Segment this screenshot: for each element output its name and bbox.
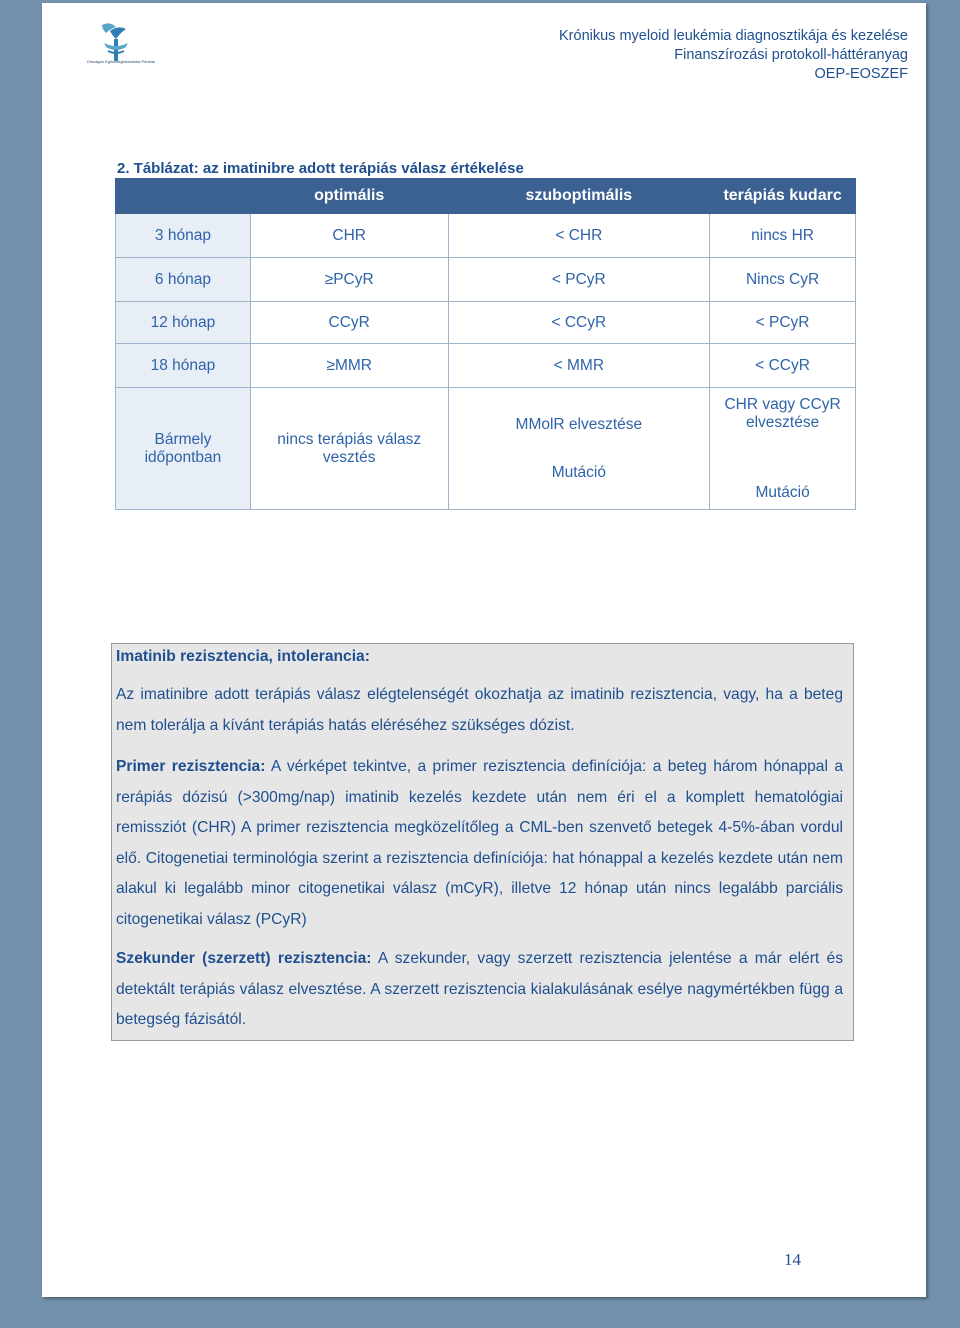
primary-resistance-term: Primer rezisztencia: <box>116 758 266 775</box>
cell-line: Mutáció <box>551 463 606 481</box>
primary-resistance-paragraph <box>116 752 843 935</box>
secondary-resistance-paragraph <box>116 944 843 1036</box>
header-code: OEP-EOSZEF <box>814 66 908 82</box>
page-number: 14 <box>784 1250 801 1269</box>
table-cell: < MMR <box>448 344 710 388</box>
table-row <box>116 344 856 388</box>
header-subtitle: Finanszírozási protokoll-háttéranyag <box>674 47 908 63</box>
row-header: 3 hónap <box>116 214 251 258</box>
table-cell: < PCyR <box>448 258 710 302</box>
cell-line: MMolR elvesztése <box>515 415 643 433</box>
intro-paragraph: Az imatinibre adott terápiás válasz elégtelenségét okozhatja az imatinib rezisztencia, vagy, ha a beteg nem tolerálja a kívánt terápiás hatás eléréséhez szükséges dózist. <box>116 686 843 734</box>
resistance-info-box <box>111 643 854 1041</box>
column-header: szuboptimális <box>448 179 710 214</box>
header-empty-cell <box>116 179 251 214</box>
row-header-line: időpontban <box>144 448 222 466</box>
table-cell: < PCyR <box>710 302 856 344</box>
document-header <box>559 27 908 84</box>
row-header-line: Bármely <box>154 430 212 448</box>
table-cell: CHR <box>250 214 448 258</box>
logo-caption: Országos Egészségbiztosítási Pénztár <box>86 59 156 64</box>
column-header: terápiás kudarc <box>710 179 856 214</box>
table-cell <box>448 388 710 510</box>
table-cell <box>710 388 856 510</box>
table-row <box>116 388 856 510</box>
header-title: Krónikus myeloid leukémia diagnosztikája és kezelése <box>559 28 908 44</box>
row-header: 6 hónap <box>116 258 251 302</box>
cell-line: CHR vagy CCyR <box>724 395 841 413</box>
table-cell <box>250 388 448 510</box>
table-row <box>116 258 856 302</box>
cell-line: vesztés <box>322 448 376 466</box>
table-row <box>116 302 856 344</box>
table-cell: < CHR <box>448 214 710 258</box>
primary-resistance-text: A vérképet tekintve, a primer rezisztencia definíciója: a beteg három hónappal a rerápiás dózisú (>300mg/nap) imatinib kezelés kezdete után nem éri el a komplett hematológiai remissziót (CHR) A primer rezisztencia megközelítőleg a CML-ben szenvető betegek 4-5%-ában vordul elő. Citogenetiai terminológia szerint a rezisztencia definíciója: hat hónappal a kezelés kezdete után nem alakul ki legalább minor citogenetikai válasz (mCyR), illetve 12 hónap után nincs legalább parciális citogenetikai válasz (PCyR) <box>116 758 843 928</box>
table-cell: ≥PCyR <box>250 258 448 302</box>
table-cell: < CCyR <box>448 302 710 344</box>
secondary-resistance-text: A szekunder, vagy szerzett rezisztencia jelentése a már elért és detektált terápiás válasz elvesztése. A szerzett rezisztencia kialakulásának esélye nagymértékben függ a betegség fázisától. <box>116 950 844 1028</box>
cell-line: elvesztése <box>745 413 820 431</box>
table-cell: nincs HR <box>710 214 856 258</box>
response-table <box>115 178 856 510</box>
cell-line: Mutáció <box>755 483 810 501</box>
info-box-title: Imatinib rezisztencia, intolerancia: <box>116 648 370 665</box>
table-header-row <box>116 179 856 214</box>
table-cell: CCyR <box>250 302 448 344</box>
row-header: 12 hónap <box>116 302 251 344</box>
table-caption: 2. Táblázat: az imatinibre adott terápiás válasz értékelése <box>117 160 524 177</box>
table-row <box>116 214 856 258</box>
secondary-resistance-term: Szekunder (szerzett) rezisztencia: <box>116 950 372 967</box>
table-cell: < CCyR <box>710 344 856 388</box>
table-cell: ≥MMR <box>250 344 448 388</box>
row-header: 18 hónap <box>116 344 251 388</box>
row-header <box>116 388 251 510</box>
cell-line: nincs terápiás válasz <box>277 430 422 448</box>
table-cell: Nincs CyR <box>710 258 856 302</box>
column-header: optimális <box>250 179 448 214</box>
